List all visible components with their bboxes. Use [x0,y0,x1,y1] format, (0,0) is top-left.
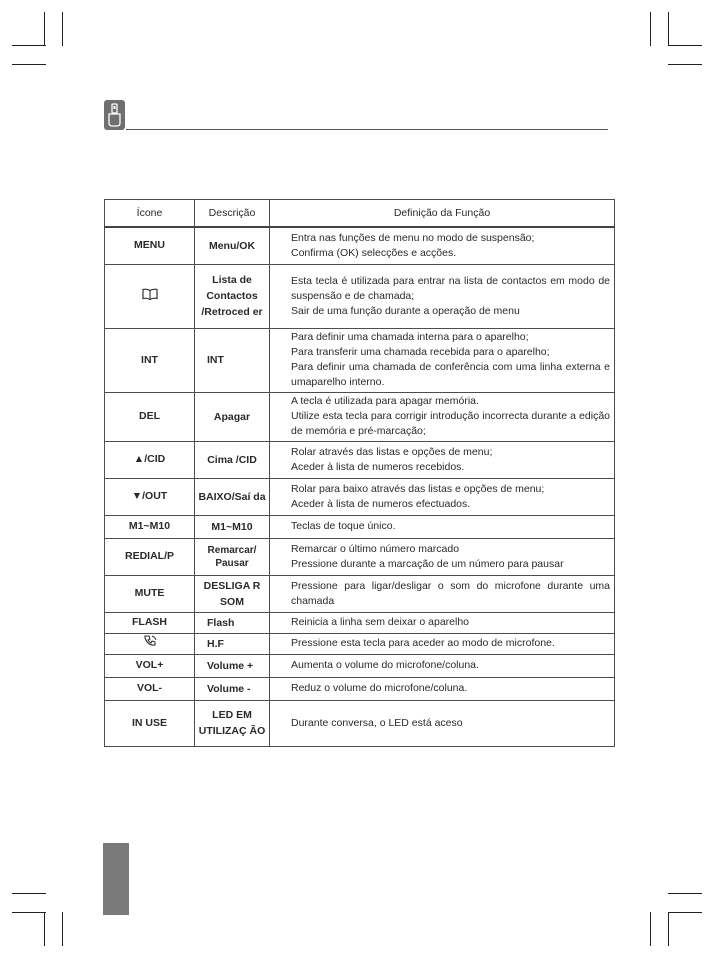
definition-line: Utilize esta tecla para corrigir introdução incorrecta durante a edição de memória e pré-marcação; [291,410,610,437]
key-description: H.F [195,633,270,654]
key-definition [270,654,615,677]
definition-line: Confirma (OK) selecções e acções. [291,246,457,259]
key-icon-label: MUTE [105,575,195,612]
key-definition [270,441,615,478]
key-description: Cima /CID [195,441,270,478]
key-description: Lista de Contactos /Retroced er [195,264,270,328]
table-row [105,677,615,700]
key-icon-label: REDIAL/P [105,538,195,575]
table-header-row [105,200,615,228]
handset-icon [104,100,125,130]
key-icon-label: VOL- [105,677,195,700]
definition-line: Esta tecla é utilizada para entrar na lista de contactos em modo de suspensão e de chamada; [291,274,610,302]
key-description: Menu/OK [195,227,270,264]
definition-line: A tecla é utilizada para apagar memória. [291,395,479,407]
key-icon-label: M1~M10 [105,515,195,538]
table-row [105,538,615,575]
key-icon-label: MENU [105,227,195,264]
crop-mark [62,912,63,946]
definition-line: Pressione durante a marcação de um número para pausar [291,557,564,570]
table-row [105,227,615,264]
key-definition [270,633,615,654]
table-row [105,700,615,746]
key-description: BAIXO/Saí da [195,478,270,515]
crop-mark [62,12,63,46]
definition-line: Rolar para baixo através das listas e opções de menu; [291,482,545,495]
crop-mark [668,912,702,913]
crop-mark [44,912,45,946]
key-definition [270,700,615,746]
table-row [105,264,615,328]
key-description: Flash [195,612,270,633]
key-icon-cell [105,264,195,328]
definition-line: Para definir uma chamada de conferência com uma linha externa e umaparelho interno. [291,361,610,388]
header-description-column: Descrição [195,200,270,228]
table-row [105,654,615,677]
key-icon-cell [105,633,195,654]
definition-line: Entra nas funções de menu no modo de suspensão; [291,231,535,244]
table-row [105,478,615,515]
key-definition [270,328,615,392]
crop-mark [12,64,46,65]
definition-line: Aumenta o volume do microfone/coluna. [291,659,479,671]
crop-mark [650,12,651,46]
key-icon-label: VOL+ [105,654,195,677]
key-definition [270,264,615,328]
definition-line: Teclas de toque único. [291,520,396,532]
key-description: Apagar [195,392,270,441]
crop-mark [12,912,46,913]
header-rule [126,129,608,130]
crop-mark [12,893,46,894]
definition-line: Rolar através das listas e opções de menu; [291,445,493,458]
key-definition [270,227,615,264]
key-icon-label: IN USE [105,700,195,746]
crop-mark [668,64,702,65]
key-definition [270,392,615,441]
key-icon-label: FLASH [105,612,195,633]
definition-line: Para definir uma chamada interna para o aparelho; [291,331,529,343]
crop-mark [668,45,702,46]
key-definition [270,538,615,575]
key-icon-label: DEL [105,392,195,441]
crop-mark [668,893,702,894]
key-icon-label: INT [105,328,195,392]
table-row [105,392,615,441]
key-definition [270,575,615,612]
definition-line: Durante conversa, o LED está aceso [291,716,463,729]
handsfree-icon [143,635,157,652]
table-row [105,515,615,538]
key-function-table [104,199,615,747]
table-row [105,328,615,392]
phonebook-icon [142,288,158,305]
crop-mark [650,912,651,946]
definition-line: Reinicia a linha sem deixar o aparelho [291,616,470,628]
definition-line: Pressione para ligar/desligar o som do microfone durante uma chamada [291,579,610,607]
table-row [105,633,615,654]
key-definition [270,515,615,538]
key-description: M1~M10 [195,515,270,538]
header-icon-column: Ícone [105,200,195,228]
table-row [105,575,615,612]
definition-line: Aceder à lista de numeros efectuados. [291,497,471,510]
definition-line: Remarcar o último número marcado [291,542,460,555]
definition-line: Sair de uma função durante a operação de menu [291,304,520,317]
definition-line: Para transferir uma chamada recebida para o aparelho; [291,346,550,358]
key-description: Remarcar/ Pausar [195,538,270,575]
language-tab [103,843,129,915]
key-description: Volume + [195,654,270,677]
definition-line: Aceder à lista de numeros recebidos. [291,460,465,473]
key-icon-label: ▼/OUT [105,478,195,515]
table-row [105,441,615,478]
key-definition [270,478,615,515]
crop-mark [668,912,669,946]
definition-line: Pressione esta tecla para aceder ao modo de microfone. [291,637,555,649]
table-row [105,612,615,633]
crop-mark [668,12,669,46]
key-description: INT [195,328,270,392]
crop-mark [44,12,45,46]
key-description: Volume - [195,677,270,700]
key-description: LED EM UTILIZAÇ ÃO [195,700,270,746]
crop-mark [12,45,46,46]
key-definition [270,677,615,700]
key-description: DESLIGA R SOM [195,575,270,612]
key-icon-label: ▲/CID [105,441,195,478]
header-definition-column: Definição da Função [270,200,615,228]
definition-line: Reduz o volume do microfone/coluna. [291,682,468,694]
key-definition [270,612,615,633]
